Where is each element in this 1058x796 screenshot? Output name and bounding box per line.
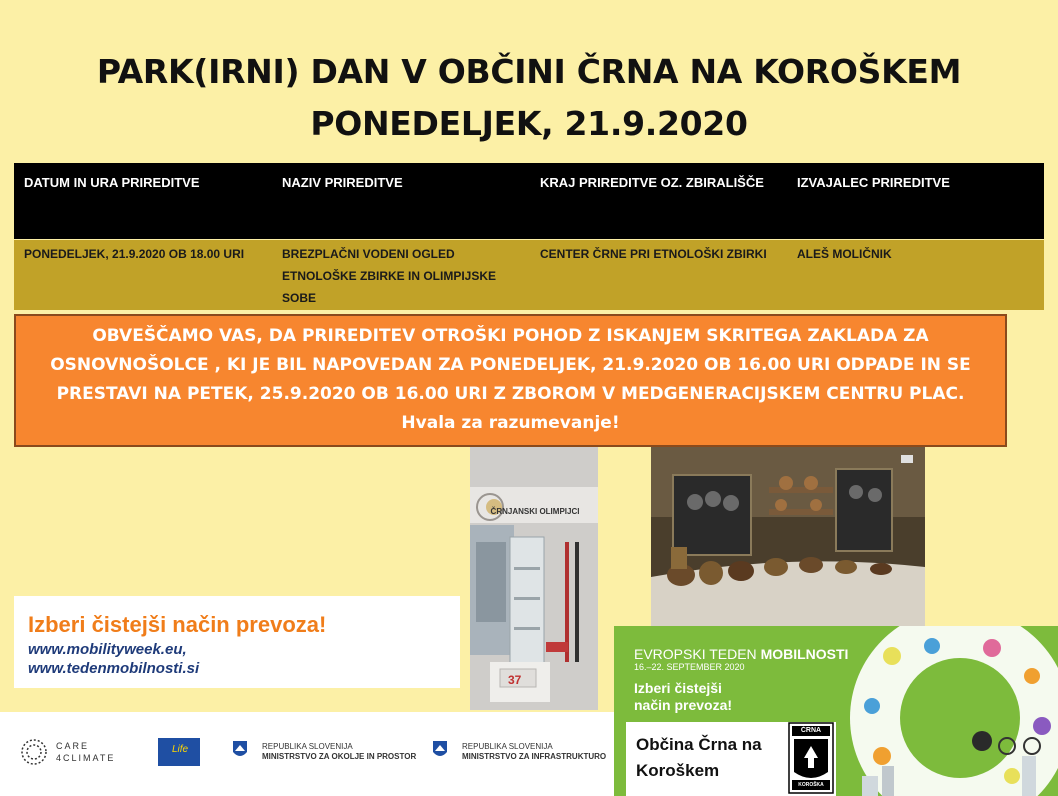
table-row	[14, 240, 1044, 310]
sponsor-logos-strip	[0, 712, 614, 796]
banner-dates: 16.–22. SEPTEMBER 2020	[634, 662, 745, 672]
mobility-circle-illustration	[842, 626, 1058, 796]
mobility-link-si[interactable]: www.tedenmobilnosti.si	[28, 660, 200, 677]
table-header	[14, 163, 1044, 239]
page-title	[0, 46, 1058, 150]
municipality-line-2: Koroškem	[636, 761, 720, 780]
banner-slogan-line-2: način prevoza!	[634, 697, 733, 713]
banner-title	[634, 646, 848, 662]
eu-life-logo	[158, 738, 200, 766]
municipality-box	[626, 722, 836, 796]
cell-date: PONEDELJEK, 21.9.2020 OB 18.00 URI	[24, 247, 245, 261]
care-line-1: CARE	[56, 741, 90, 751]
header-performer: IZVAJALEC PRIREDITVE	[797, 175, 950, 190]
mobility-week-banner	[614, 626, 1058, 796]
banner-title-bold: MOBILNOSTI	[760, 646, 849, 662]
crest-bottom-text: KOROŠKA	[798, 782, 824, 788]
mobility-slogan-box	[14, 596, 460, 688]
ethnological-collection-illustration	[651, 447, 925, 627]
ministry-env-line-1: REPUBLIKA SLOVENIJA	[262, 742, 353, 751]
notice-box: OBVEŠČAMO VAS, DA PRIREDITEV OTROŠKI POHOD Z ISKANJEM SKRITEGA ZAKLADA ZA OSNOVNOŠOLCE , KI JE BIL NAPOVEDAN ZA PONEDELJEK, 21.9.2020 OB 16.00 URI ODPADE IN SE PRESTAVI NA PETEK, 25.9.2020 OB 16.00 URI Z ZBOROM V MEDGENERACIJSKEM CENTRU PLAC. Hvala za razumevanje!	[14, 314, 1007, 447]
olympic-sign: ČRNJANSKI OLIMPIJCI	[490, 507, 580, 516]
care4climate-logo-icon	[20, 738, 48, 766]
header-place: KRAJ PRIREDITVE OZ. ZBIRALIŠČE	[540, 175, 764, 190]
cell-name: BREZPLAČNI VODENI OGLED ETNOLOŠKE ZBIRKE IN OLIMPIJSKE SOBE	[282, 247, 497, 305]
header-name: NAZIV PRIREDITVE	[282, 175, 403, 190]
mobility-title: Izberi čistejši način prevoza!	[28, 612, 327, 637]
municipality-line-1: Občina Črna na	[636, 735, 762, 754]
ministry-inf-line-1: REPUBLIKA SLOVENIJA	[462, 742, 553, 751]
municipality-name	[636, 732, 762, 784]
cell-performer: ALEŠ MOLIČNIK	[797, 247, 892, 261]
bib-number: 37	[508, 673, 522, 687]
banner-slogan	[634, 680, 732, 714]
ethnological-collection-photo	[651, 447, 925, 627]
header-date: DATUM IN URA PRIREDITVE	[24, 175, 200, 190]
crest-top-text: ČRNA	[800, 727, 822, 734]
life-logo-text: Life	[172, 744, 189, 755]
slovenia-crest-icon	[232, 740, 248, 760]
ministry-inf-line-2: MINISTRSTVO ZA INFRASTRUKTURO	[462, 752, 607, 761]
title-line-1: PARK(IRNI) DAN V OBČINI ČRNA NA KOROŠKEM	[96, 52, 962, 91]
crna-crest-logo	[788, 722, 834, 794]
olympic-room-illustration	[470, 447, 598, 710]
cell-place: CENTER ČRNE PRI ETNOLOŠKI ZBIRKI	[540, 247, 767, 261]
slovenia-crest-icon-2	[432, 740, 448, 760]
ministry-env-line-2: MINISTRSTVO ZA OKOLJE IN PROSTOR	[262, 752, 417, 761]
care-line-2: 4CLIMATE	[56, 753, 116, 763]
mobility-link-eu[interactable]: www.mobilityweek.eu,	[28, 641, 187, 658]
banner-title-regular: EVROPSKI TEDEN	[634, 646, 761, 662]
title-line-2: PONEDELJEK, 21.9.2020	[310, 104, 748, 143]
olympic-room-photo	[470, 447, 598, 710]
banner-slogan-line-1: Izberi čistejši	[634, 680, 722, 696]
